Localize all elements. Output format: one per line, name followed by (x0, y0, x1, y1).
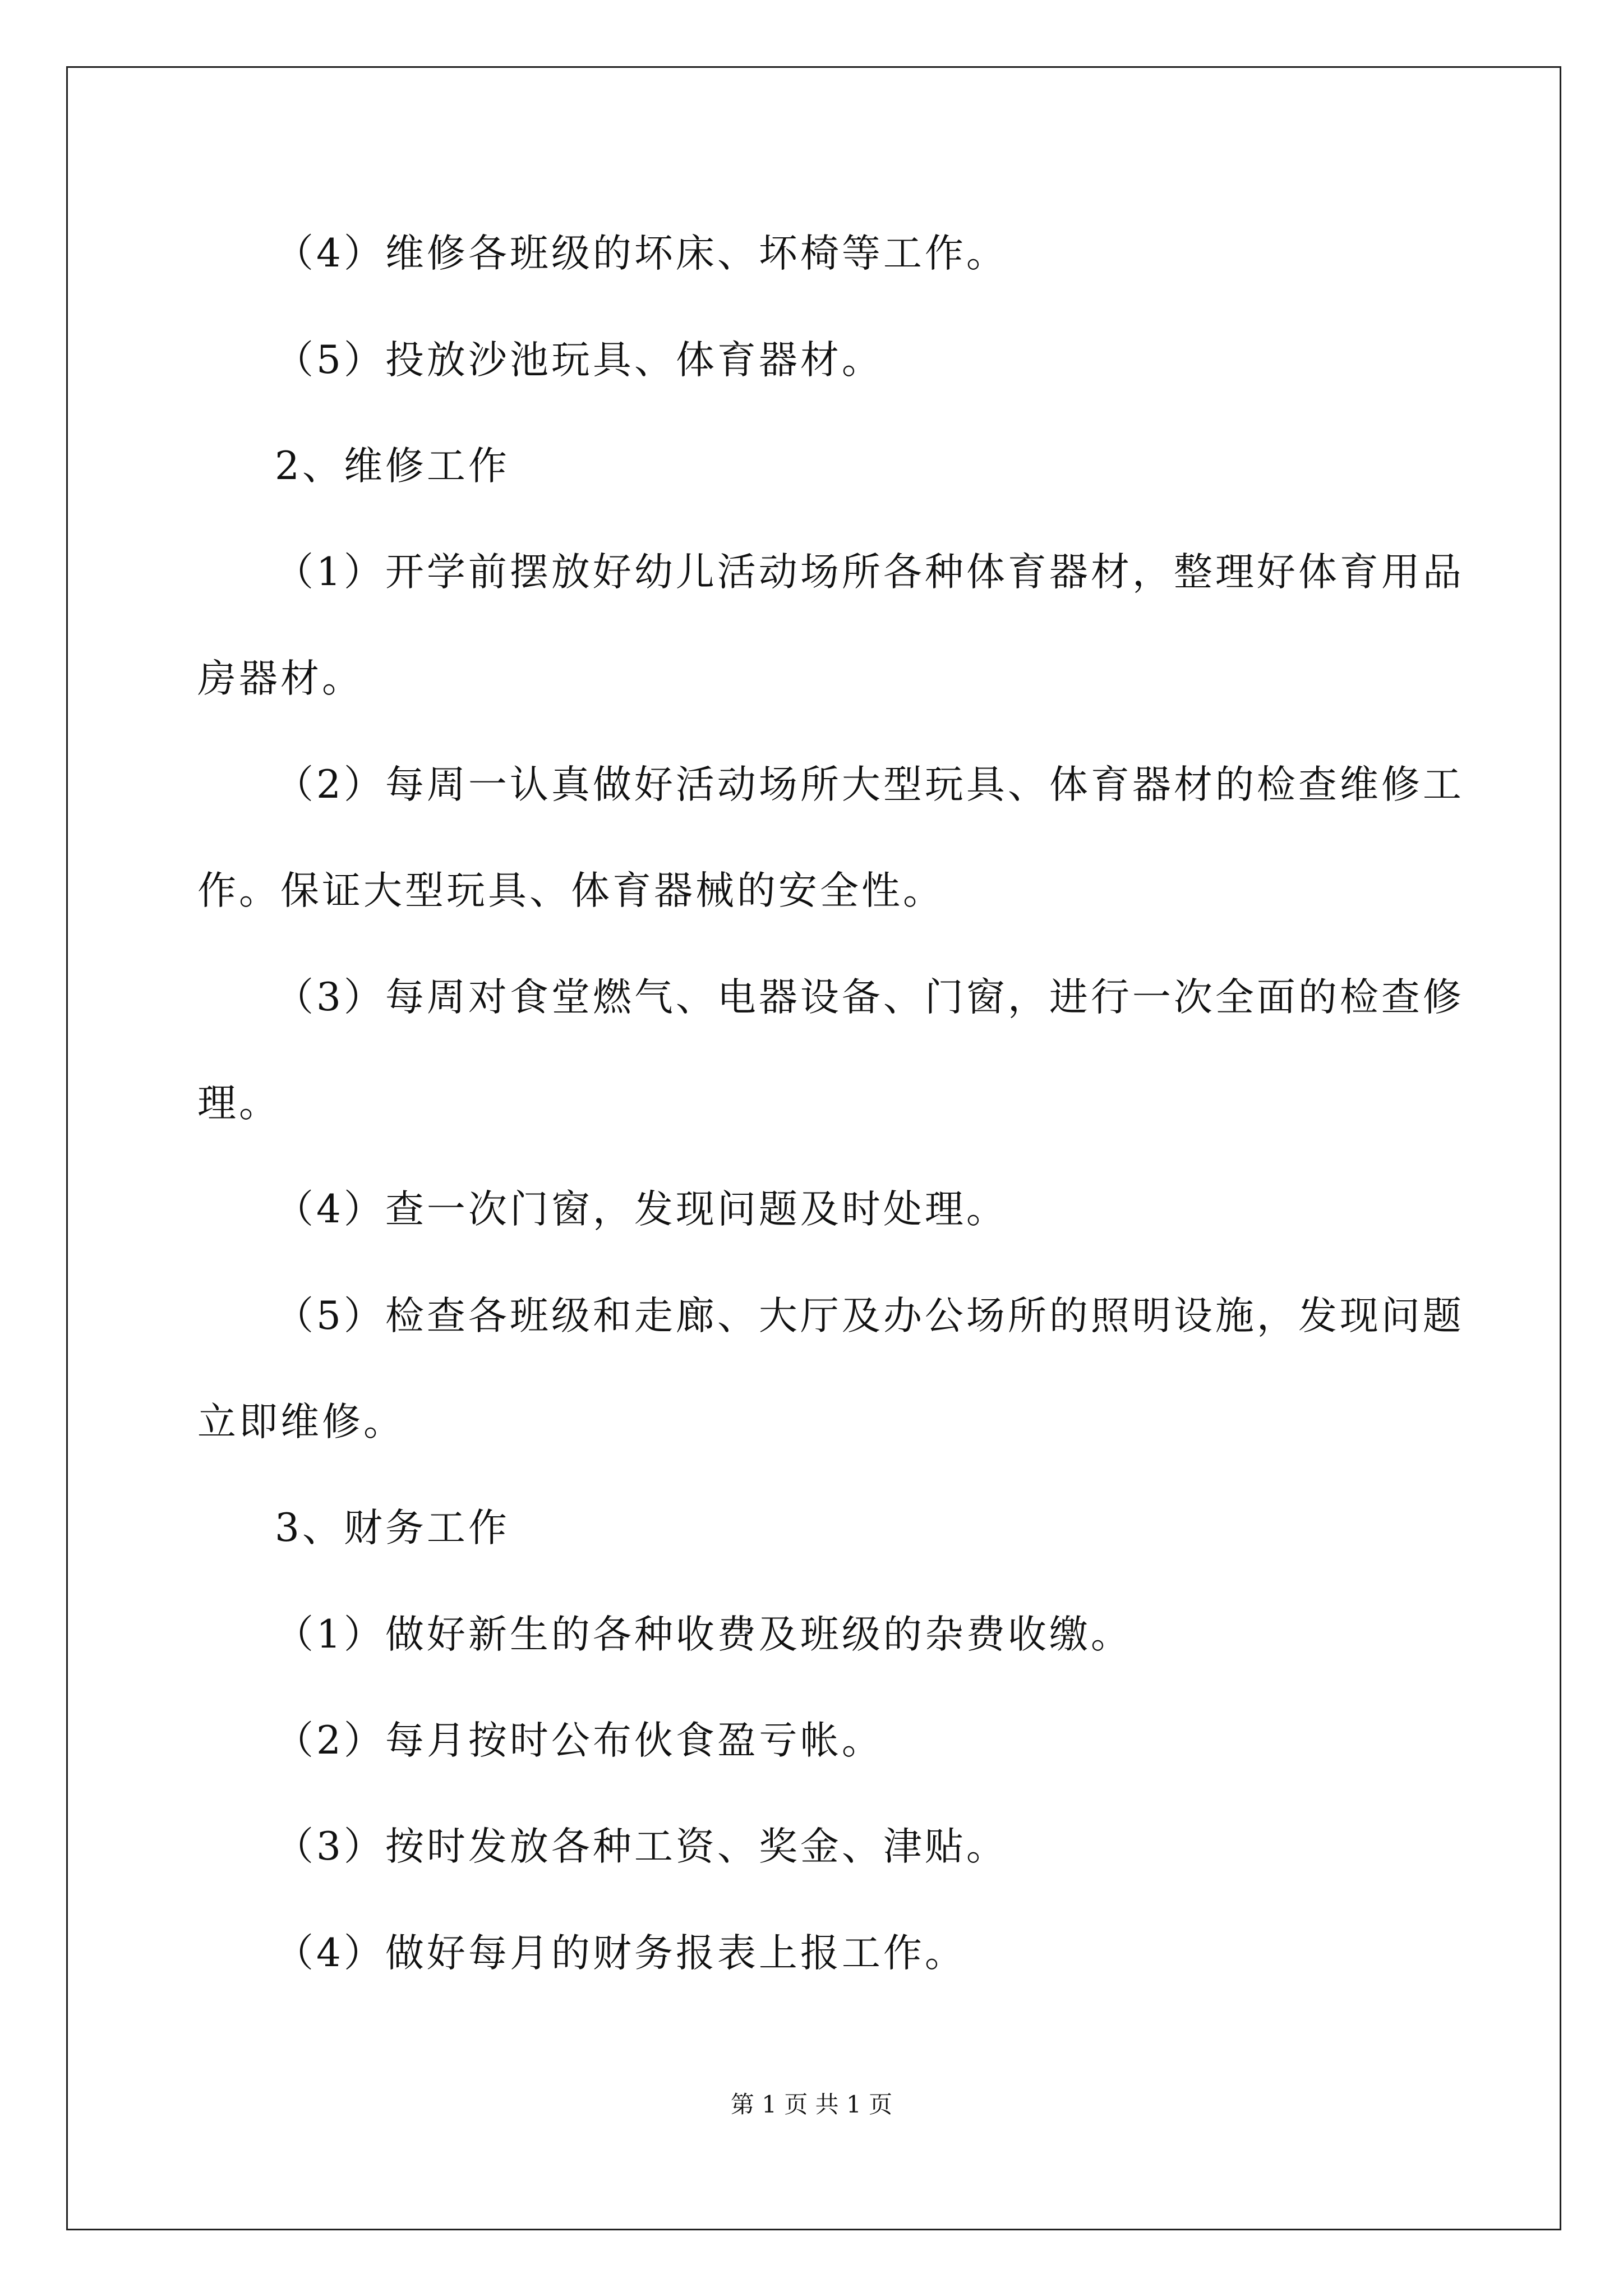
paragraph-line: 作。保证大型玩具、体育器械的安全性。 (197, 868, 944, 913)
section-heading: 3、财务工作 (275, 1506, 510, 1550)
page-border (66, 66, 1561, 2230)
paragraph-line: （4）查一次门窗，发现问题及时处理。 (275, 1187, 1008, 1232)
paragraph-line: （1）做好新生的各种收费及班级的杂费收缴。 (275, 1612, 1132, 1657)
section-heading: 2、维修工作 (275, 444, 510, 489)
paragraph-line: （2）每月按时公布伙食盈亏帐。 (275, 1718, 883, 1763)
paragraph-line: 理。 (197, 1081, 280, 1126)
page-footer: 第 1 页 共 1 页 (730, 2091, 893, 2118)
paragraph-line: （5）检查各班级和走廊、大厅及办公场所的照明设施，发现问题 (275, 1294, 1464, 1338)
paragraph-line: （1）开学前摆放好幼儿活动场所各种体育器材，整理好体育用品 (275, 550, 1464, 595)
paragraph-line: （3）每周对食堂燃气、电器设备、门窗，进行一次全面的检查修 (275, 975, 1464, 1020)
paragraph-line: （3）按时发放各种工资、奖金、津贴。 (275, 1824, 1008, 1869)
paragraph-line: 房器材。 (197, 656, 363, 701)
paragraph-line: （5）投放沙池玩具、体育器材。 (275, 338, 883, 383)
paragraph-line: （4）维修各班级的坏床、坏椅等工作。 (275, 231, 1008, 276)
paragraph-line: （4）做好每月的财务报表上报工作。 (275, 1931, 966, 1976)
paragraph-line: 立即维修。 (197, 1400, 405, 1444)
paragraph-line: （2）每周一认真做好活动场所大型玩具、体育器材的检查维修工 (275, 762, 1464, 807)
